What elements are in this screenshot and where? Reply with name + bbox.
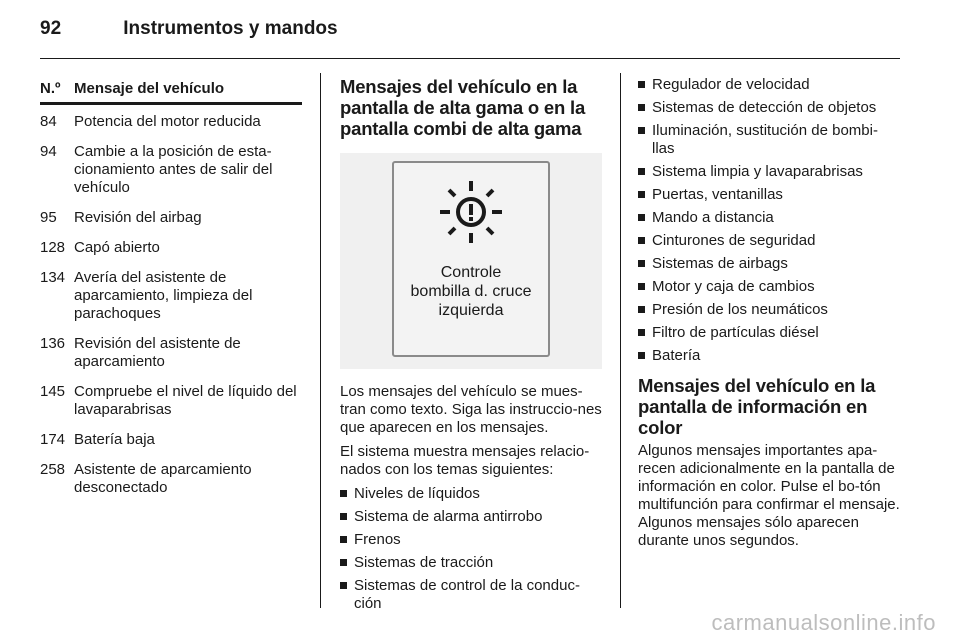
right-column [638,76,900,556]
row-msg: Batería baja [74,431,155,448]
row-msg: Revisión del airbag [74,209,202,226]
section-heading: Mensajes del vehículo en la pantalla de alta gama o en la pantalla combi de alta gama [340,76,586,139]
row-no: 136 [40,335,66,352]
topic-list [340,485,602,613]
display-line: izquierda [438,302,504,319]
middle-column [340,76,602,618]
row-msg: Asistente de aparcamiento desconectado [74,461,252,496]
list-item: Sistemas de control de la conduc-ción [340,577,602,613]
vehicle-display [392,161,550,357]
page-header [40,18,338,40]
table-row [40,335,302,371]
row-no: 94 [40,143,57,160]
display-message [394,263,548,320]
table-row [40,113,302,131]
table-row [40,209,302,227]
display-line: Controle [440,264,502,281]
list-item: Presión de los neumáticos [638,301,900,319]
row-msg: Compruebe el nivel de líquido del lavaparabrisas [74,383,297,418]
list-item: Puertas, ventanillas [638,186,900,204]
row-msg: Capó abierto [74,239,160,256]
row-msg: Cambie a la posición de esta-cionamiento antes de salir del vehículo [74,143,273,196]
list-item: Sistemas de airbags [638,255,900,273]
paragraph: Algunos mensajes importantes apa-recen adicionalmente en la pantalla de información en color. Pulse el bo-tón multifunción para confirmar el mensaje. Algunos mensajes sólo aparecen durante unos segundos. [638,442,900,549]
message-table [40,80,302,509]
list-item: Cinturones de seguridad [638,232,900,250]
list-item: Motor y caja de cambios [638,278,900,296]
list-item: Frenos [340,531,602,549]
table-row [40,461,302,497]
display-figure [340,153,602,369]
row-no: 95 [40,209,57,226]
column-divider [320,73,321,608]
topic-list-continued [638,76,900,365]
table-row [40,383,302,419]
paragraph: Los mensajes del vehículo se mues-tran como texto. Siga las instruccio-nes que aparecen en los mensajes. [340,383,602,436]
row-no: 134 [40,269,66,286]
row-no: 84 [40,113,57,130]
page-number: 92 [40,18,62,39]
list-item: Iluminación, sustitución de bombi-llas [638,122,900,158]
list-item: Filtro de partículas diésel [638,324,900,342]
table-header [40,80,302,105]
page-title: Instrumentos y mandos [123,18,338,39]
bulb-warning-icon [438,177,504,247]
list-item: Mando a distancia [638,209,900,227]
list-item: Sistema limpia y lavaparabrisas [638,163,900,181]
table-row [40,239,302,257]
display-line: bombilla d. cruce [410,283,532,300]
list-item: Regulador de velocidad [638,76,900,94]
row-no: 145 [40,383,66,400]
col-no-header: N.º [40,80,61,97]
paragraph: El sistema muestra mensajes relacio-nados con los temas siguientes: [340,443,590,478]
col-msg-header: Mensaje del vehículo [74,80,225,97]
row-msg: Avería del asistente de aparcamiento, limpieza del parachoques [74,269,253,322]
row-no: 258 [40,461,66,478]
table-row [40,143,302,197]
row-no: 174 [40,431,66,448]
list-item: Sistemas de detección de objetos [638,99,900,117]
table-row [40,431,302,449]
row-msg: Revisión del asistente de aparcamiento [74,335,241,370]
row-msg: Potencia del motor reducida [74,113,261,130]
section-heading: Mensajes del vehículo en la pantalla de información en color [638,375,876,438]
column-divider [620,73,621,608]
table-row [40,269,302,323]
list-item: Sistemas de tracción [340,554,602,572]
list-item: Sistema de alarma antirrobo [340,508,602,526]
watermark: carmanualsonline.info [711,610,936,635]
row-no: 128 [40,239,66,256]
list-item: Niveles de líquidos [340,485,602,503]
header-rule [40,58,900,59]
list-item: Batería [638,347,900,365]
